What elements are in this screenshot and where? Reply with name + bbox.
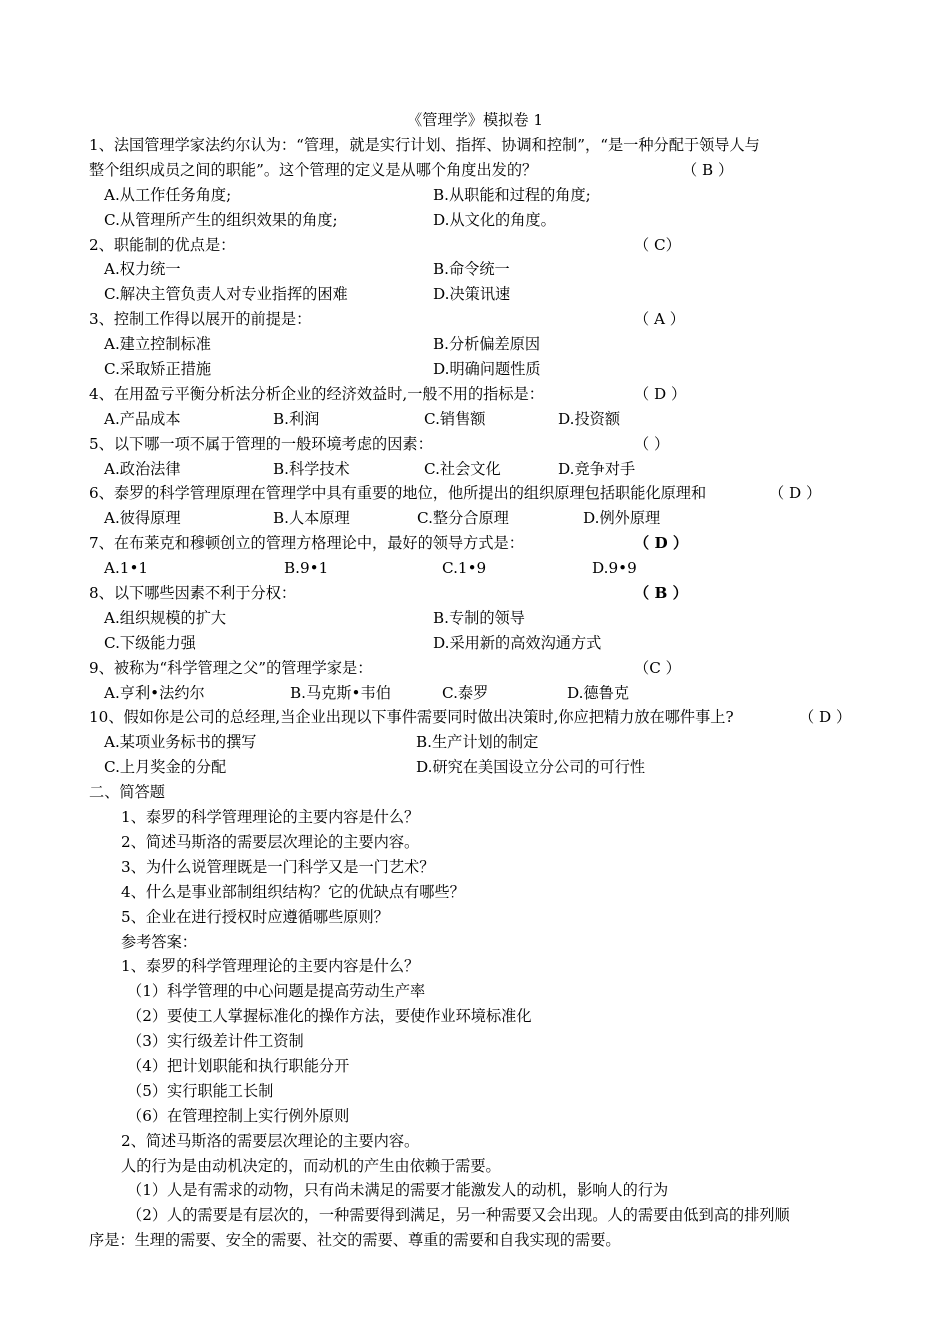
question-5-options-row: [89, 457, 869, 482]
short-answer-question-5: 5、企业在进行授权时应遵循哪些原则？: [121, 907, 389, 926]
question-7-option-d: D.9•9: [592, 559, 637, 578]
question-6-option-b: B.人本原理: [273, 509, 350, 528]
question-8-options-row-1: [89, 606, 869, 631]
question-10-stem: 10、假如你是公司的总经理,当企业出现以下事件需要同时做出决策时,你应把精力放在哪件事上? （ D ）: [89, 705, 869, 730]
question-4-option-a: A.产品成本: [104, 409, 181, 428]
short-answer-question-4: 4、什么是事业部制组织结构？它的优缺点有哪些？: [121, 882, 465, 901]
answer-1-point-5: （5）实行职能工长制: [127, 1081, 274, 1100]
question-7-option-a: A.1•1: [104, 559, 149, 578]
question-8-option-c: C.下级能力强: [104, 633, 196, 652]
question-2-answer: （ C）: [634, 235, 681, 254]
question-2-options-row-2: [89, 282, 869, 307]
document-body: [89, 133, 869, 1253]
short-answer-question-2: 2、简述马斯洛的需要层次理论的主要内容。: [121, 832, 420, 851]
question-1-option-d: D.从文化的角度。: [433, 210, 556, 229]
question-6-option-d: D.例外原理: [583, 509, 661, 528]
question-4-stem: 4、在用盈亏平衡分析法分析企业的经济效益时,一般不用的指标是： （ D ）: [89, 382, 869, 407]
question-5-option-b: B.科学技术: [273, 459, 350, 478]
question-7-options-row: [89, 556, 869, 581]
question-10-answer: （ D ）: [799, 708, 852, 727]
question-1-option-c: C.从管理所产生的组织效果的角度;: [104, 210, 338, 229]
question-6-option-c: C.整分合原理: [417, 509, 509, 528]
question-5-stem: 5、以下哪一项不属于管理的一般环境考虑的因素： （ ）: [89, 432, 869, 457]
question-3-option-c: C.采取矫正措施: [104, 360, 212, 379]
question-2-option-c: C.解决主管负责人对专业指挥的困难: [104, 285, 348, 304]
question-7-option-b: B.9•1: [284, 559, 329, 578]
question-2-option-a: A.权力统一: [104, 260, 181, 279]
question-6-answer: （ D ）: [769, 484, 822, 503]
question-8-option-a: A.组织规模的扩大: [104, 608, 227, 627]
question-2-options-row-1: [89, 257, 869, 282]
question-10-options-row-2: [89, 755, 869, 780]
question-10-option-b: B.生产计划的制定: [416, 733, 539, 752]
question-10-option-c: C.上月奖金的分配: [104, 758, 227, 777]
question-9-option-c: C.泰罗: [442, 683, 489, 702]
question-10-option-d: D.研究在美国设立分公司的可行性: [416, 758, 646, 777]
question-8-option-b: B.专制的领导: [433, 608, 525, 627]
answer-1-point-4: （4）把计划职能和执行职能分开: [127, 1056, 350, 1075]
question-1-options-row-1: [89, 183, 869, 208]
question-8-answer: （ B ）: [634, 584, 688, 603]
question-2-stem: 2、职能制的优点是： （ C）: [89, 233, 869, 258]
question-8-option-d: D.采用新的高效沟通方式: [433, 633, 602, 652]
question-6-option-a: A.彼得原理: [104, 509, 181, 528]
answer-2-point-1: （1）人是有需求的动物，只有尚未满足的需要才能激发人的动机，影响人的行为: [127, 1181, 669, 1200]
question-4-option-c: C.销售额: [424, 409, 486, 428]
question-9-stem: 9、被称为“科学管理之父”的管理学家是： （C ）: [89, 656, 869, 681]
question-8-options-row-2: [89, 631, 869, 656]
question-3-options-row-2: [89, 357, 869, 382]
question-3-answer: （ A ）: [634, 310, 685, 329]
question-4-option-b: B.利润: [273, 409, 320, 428]
short-answer-question-3: 3、为什么说管理既是一门科学又是一门艺术？: [121, 857, 435, 876]
answer-1-point-1: （1）科学管理的中心问题是提高劳动生产率: [127, 982, 426, 1001]
answer-2-point-2-line-2: 序是：生理的需要、安全的需要、社交的需要、尊重的需要和自我实现的需要。: [89, 1231, 621, 1250]
answer-1-point-3: （3）实行级差计件工资制: [127, 1032, 304, 1051]
question-6-stem: 6、泰罗的科学管理原理在管理学中具有重要的地位，他所提出的组织原理包括职能化原理和 （ D ）: [89, 481, 869, 506]
question-10-options-row-1: [89, 730, 869, 755]
question-5-answer: （ ）: [634, 434, 670, 453]
section-2-heading: 二、简答题: [89, 783, 165, 802]
question-1-stem-line-1: 1、法国管理学家法约尔认为：“管理，就是实行计划、指挥、协调和控制”，“是一种分配于领导人与: [89, 136, 760, 154]
question-7-answer: （ D ）: [634, 534, 689, 553]
question-4-options-row: [89, 407, 869, 432]
question-9-option-b: B.马克斯•韦伯: [290, 683, 391, 702]
question-3-option-b: B.分析偏差原因: [433, 335, 541, 354]
question-2-option-b: B.命令统一: [433, 260, 510, 279]
question-3-option-d: D.明确问题性质: [433, 360, 541, 379]
question-1-option-b: B.从职能和过程的角度;: [433, 185, 591, 204]
question-1-options-row-2: [89, 208, 869, 233]
question-10-option-a: A.某项业务标书的撰写: [104, 733, 257, 752]
question-8-stem: 8、以下哪些因素不利于分权： （ B ）: [89, 581, 869, 606]
question-7-option-c: C.1•9: [442, 559, 487, 578]
question-2-option-d: D.决策讯速: [433, 285, 511, 304]
answer-2-point-2-line-1: （2）人的需要是有层次的，一种需要得到满足，另一种需要又会出现。人的需要由低到高的排列顺: [127, 1206, 790, 1225]
question-5-option-c: C.社会文化: [424, 459, 501, 478]
document-title: 《管理学》模拟卷 1: [407, 111, 543, 129]
question-4-option-d: D.投资额: [558, 409, 621, 428]
answer-1-title: 1、泰罗的科学管理理论的主要内容是什么？: [121, 957, 420, 976]
question-9-options-row: [89, 681, 869, 706]
question-1-option-a: A.从工作任务角度;: [104, 185, 232, 204]
question-3-option-a: A.建立控制标准: [104, 335, 211, 354]
question-9-answer: （C ）: [634, 658, 681, 677]
answer-2-intro: 人的行为是由动机决定的，而动机的产生由依赖于需要。: [121, 1156, 501, 1175]
question-6-options-row: [89, 506, 869, 531]
answer-1-point-6: （6）在管理控制上实行例外原则: [127, 1106, 350, 1125]
answer-2-title: 2、简述马斯洛的需要层次理论的主要内容。: [121, 1131, 420, 1150]
question-5-option-a: A.政治法律: [104, 459, 181, 478]
question-9-option-a: A.亨利•法约尔: [104, 683, 205, 702]
question-9-option-d: D.德鲁克: [567, 683, 630, 702]
question-5-option-d: D.竞争对手: [558, 459, 636, 478]
question-4-answer: （ D ）: [634, 384, 687, 403]
short-answer-question-1: 1、泰罗的科学管理理论的主要内容是什么？: [121, 808, 420, 827]
question-1-stem-line-2: 整个组织成员之间的职能”。这个管理的定义是从哪个角度出发的？ （ B ）: [89, 158, 869, 183]
reference-answer-label: 参考答案：: [121, 932, 197, 951]
question-3-options-row-1: [89, 332, 869, 357]
question-3-stem: 3、控制工作得以展开的前提是： （ A ）: [89, 307, 869, 332]
answer-1-point-2: （2）要使工人掌握标准化的操作方法，要使作业环境标准化: [127, 1007, 532, 1026]
question-7-stem: 7、在布莱克和穆顿创立的管理方格理论中，最好的领导方式是： （ D ）: [89, 531, 869, 556]
question-1-answer: （ B ）: [682, 160, 734, 179]
